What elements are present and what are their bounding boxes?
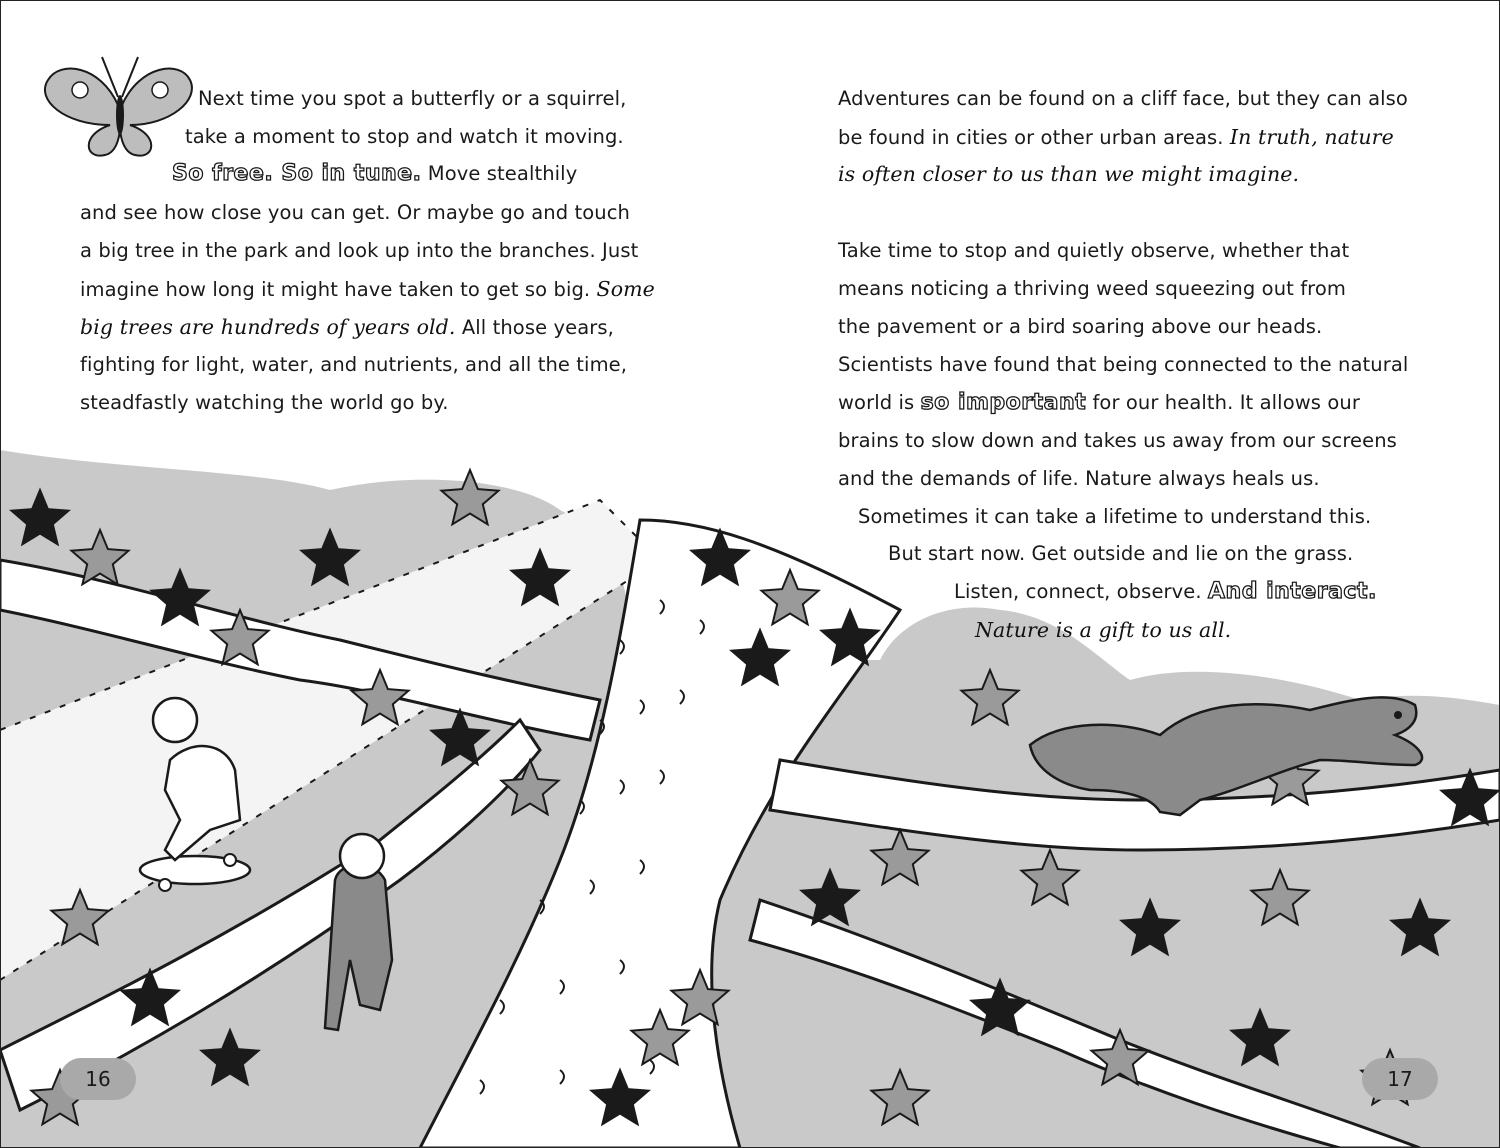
emphasis-so-important: so important: [920, 390, 1087, 415]
left-line-5: a big tree in the park and look up into the branches. Just: [80, 239, 639, 262]
right-line-8: [838, 384, 1360, 422]
right-line-3: is often closer to us than we might imagine.: [838, 162, 1300, 186]
left-line-8: fighting for light, water, and nutrients, and all the time,: [80, 353, 628, 376]
butterfly-icon: [45, 57, 192, 156]
handwritten-some: Some: [596, 277, 655, 301]
left-line-6-a: imagine how long it might have taken to get so big.: [80, 278, 597, 301]
left-line-7: [80, 308, 614, 347]
left-line-3: [172, 155, 577, 193]
right-line-1: Adventures can be found on a cliff face, but they can also: [838, 87, 1408, 110]
left-line-6: [80, 270, 655, 309]
left-line-4: and see how close you can get. Or maybe go and touch: [80, 201, 630, 224]
page-number-left: 16: [60, 1058, 136, 1100]
emphasis-and-interact: And interact.: [1208, 579, 1377, 604]
right-line-6: the pavement or a bird soaring above our heads.: [838, 315, 1323, 338]
right-line-12: But start now. Get outside and lie on the grass.: [888, 542, 1354, 565]
right-line-9: brains to slow down and takes us away from our screens: [838, 429, 1397, 452]
left-line-2: take a moment to stop and watch it moving.: [185, 125, 624, 148]
right-line-14: Nature is a gift to us all.: [975, 618, 1232, 642]
right-line-11: Sometimes it can take a lifetime to understand this.: [858, 505, 1372, 528]
right-line-5: means noticing a thriving weed squeezing out from: [838, 277, 1346, 300]
right-line-4: Take time to stop and quietly observe, whether that: [838, 239, 1350, 262]
right-line-8-a: world is: [838, 391, 921, 414]
right-line-2-a: be found in cities or other urban areas.: [838, 126, 1230, 149]
right-line-2: [838, 118, 1394, 157]
left-line-9: steadfastly watching the world go by.: [80, 391, 449, 414]
right-line-7: Scientists have found that being connected to the natural: [838, 353, 1409, 376]
page-number-right: 17: [1362, 1058, 1438, 1100]
handwritten-big-trees: big trees are hundreds of years old.: [80, 315, 456, 339]
right-line-13: [954, 573, 1377, 611]
left-line-7-b: All those years,: [455, 316, 614, 339]
left-line-3-rest: Move stealthily: [421, 162, 578, 185]
right-line-8-c: for our health. It allows our: [1086, 391, 1360, 414]
right-line-13-a: Listen, connect, observe.: [954, 580, 1208, 603]
left-line-1: Next time you spot a butterfly or a squirrel,: [198, 87, 627, 110]
emphasis-so-free: So free. So in tune.: [172, 161, 422, 186]
handwritten-in-truth: In truth, nature: [1229, 125, 1394, 149]
right-line-10: and the demands of life. Nature always heals us.: [838, 467, 1320, 490]
